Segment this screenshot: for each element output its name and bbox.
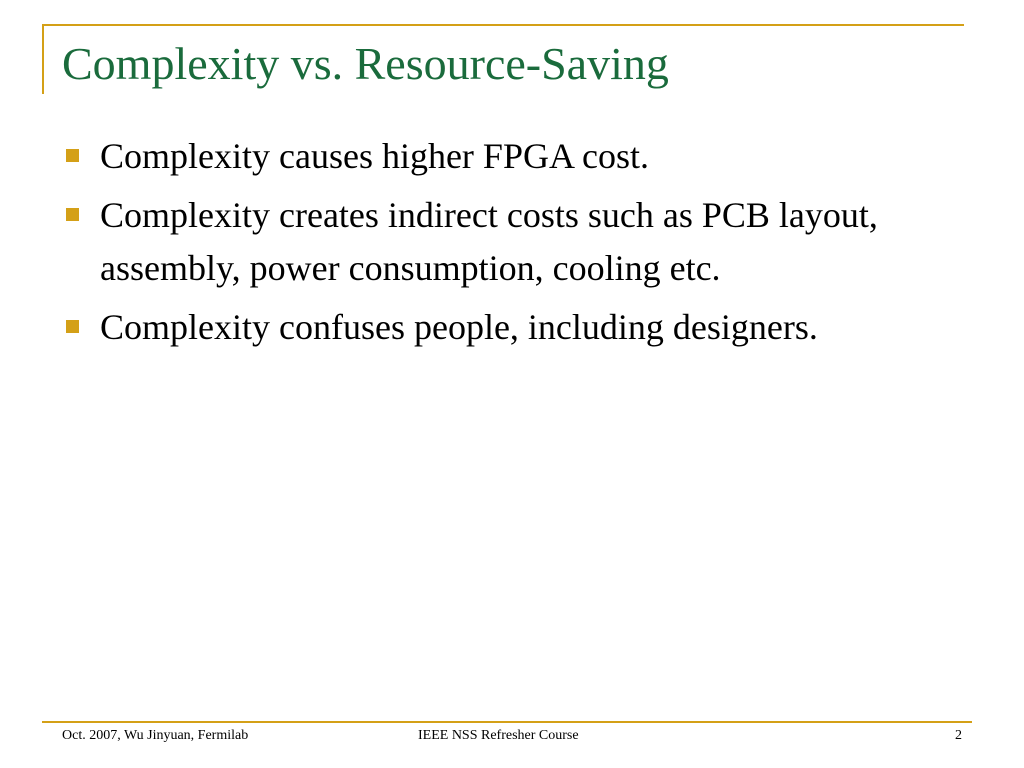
slide-title: Complexity vs. Resource-Saving xyxy=(62,38,669,89)
bullet-item xyxy=(60,189,970,295)
footer-author-date: Oct. 2007, Wu Jinyuan, Fermilab xyxy=(62,728,249,743)
bullet-item xyxy=(60,130,970,183)
left-rule xyxy=(42,24,44,94)
footer-page-number: 2 xyxy=(955,728,962,743)
square-bullet-icon xyxy=(66,208,79,221)
footer-course-title: IEEE NSS Refresher Course xyxy=(418,728,579,743)
square-bullet-icon xyxy=(66,149,79,162)
bullet-text: Complexity creates indirect costs such as PCB layout, assembly, power consumption, cooling etc. xyxy=(100,195,878,288)
bottom-rule xyxy=(42,721,972,723)
bullet-text: Complexity causes higher FPGA cost. xyxy=(100,136,649,176)
bullet-text: Complexity confuses people, including designers. xyxy=(100,307,818,347)
top-rule xyxy=(42,24,964,26)
bullet-list xyxy=(60,130,970,360)
square-bullet-icon xyxy=(66,320,79,333)
bullet-item xyxy=(60,301,970,354)
